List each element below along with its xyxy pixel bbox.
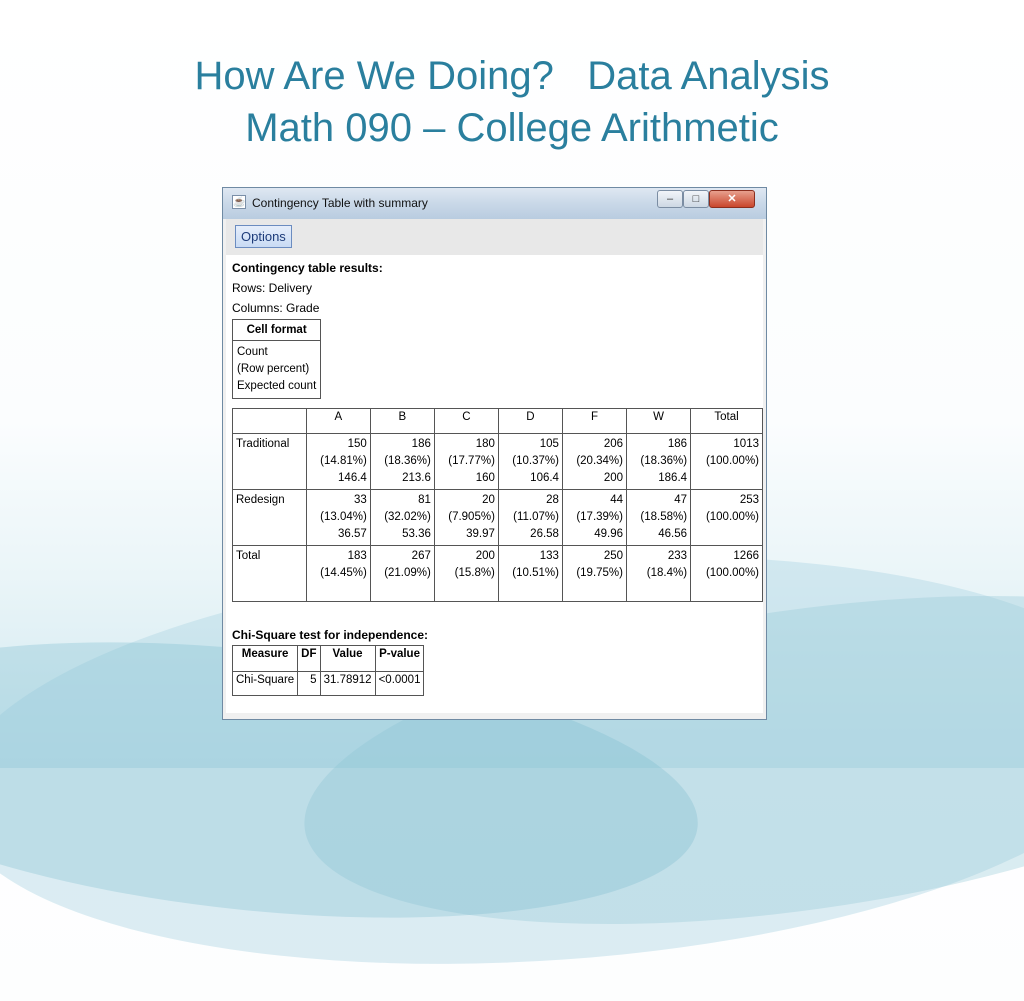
row-label: Traditional	[233, 434, 307, 490]
chi-square-table	[232, 645, 424, 696]
minimize-button[interactable]: –	[657, 190, 683, 208]
cell-exp: 200	[603, 472, 623, 484]
table-cell: 31.78912	[320, 672, 375, 696]
column-header: W	[627, 409, 691, 434]
cell-exp: 46.56	[658, 528, 688, 540]
cell-pct: (14.45%)	[320, 567, 367, 579]
cell-count: 180	[475, 438, 495, 450]
row-label: Total	[233, 546, 307, 602]
cell-format-header: Cell format	[233, 320, 321, 341]
table-cell	[306, 490, 370, 546]
cell-count: 1266	[733, 550, 759, 562]
column-header: P-value	[375, 646, 424, 672]
toolbar	[226, 219, 763, 255]
table-row	[233, 434, 763, 490]
cell-count: 200	[475, 550, 495, 562]
cell-format-lines	[233, 341, 321, 399]
column-header: D	[498, 409, 562, 434]
cell-pct: (100.00%)	[705, 455, 759, 467]
cell-pct: (14.81%)	[320, 455, 367, 467]
table-cell	[627, 434, 691, 490]
cell-exp	[438, 582, 495, 599]
contingency-table	[232, 408, 763, 602]
table-cell: Chi-Square	[233, 672, 298, 696]
slide-title	[0, 50, 1024, 154]
cell-exp: 49.96	[594, 528, 623, 540]
java-app-icon: ☕	[233, 197, 246, 208]
table-cell	[627, 546, 691, 602]
cell-exp: 26.58	[530, 528, 559, 540]
table-cell	[434, 434, 498, 490]
cell-pct: (15.8%)	[454, 567, 495, 579]
cell-count: 133	[539, 550, 559, 562]
cell-count: 233	[667, 550, 688, 562]
cell-pct: (10.37%)	[512, 455, 559, 467]
cell-exp	[630, 582, 687, 599]
cell-exp	[694, 526, 759, 543]
cell-exp: 186.4	[658, 472, 688, 484]
table-cell	[370, 546, 434, 602]
cell-count: 186	[667, 438, 688, 450]
table-cell	[306, 434, 370, 490]
table-cell	[562, 434, 626, 490]
table-cell	[691, 546, 763, 602]
maximize-button[interactable]: □	[683, 190, 709, 208]
column-header: Value	[320, 646, 375, 672]
column-header: Total	[691, 409, 763, 434]
cell-pct: (20.34%)	[576, 455, 623, 467]
cell-count: 206	[603, 438, 623, 450]
cell-count: 105	[539, 438, 559, 450]
cell-pct: (11.07%)	[513, 511, 559, 523]
column-header: B	[370, 409, 434, 434]
cell-exp: 36.57	[338, 528, 367, 540]
table-header-row	[233, 646, 424, 672]
table-cell	[627, 490, 691, 546]
cell-format-line: (Row percent)	[237, 363, 310, 375]
cell-count: 186	[411, 438, 431, 450]
table-row	[233, 546, 763, 602]
cell-count: 33	[354, 494, 367, 506]
cell-exp: 106.4	[530, 472, 559, 484]
cell-count: 47	[674, 494, 688, 506]
contingency-window	[222, 187, 767, 720]
cell-count: 81	[418, 494, 431, 506]
table-row	[233, 672, 424, 696]
table-cell	[562, 546, 626, 602]
table-cell: 5	[298, 672, 320, 696]
cell-pct: (18.36%)	[384, 455, 431, 467]
table-row	[233, 490, 763, 546]
cell-exp: 146.4	[338, 472, 367, 484]
cell-pct: (18.36%)	[640, 455, 688, 467]
cell-count: 253	[739, 494, 759, 506]
table-header-row	[233, 409, 763, 434]
columns-line: Columns: Grade	[232, 301, 320, 315]
table-cell	[691, 490, 763, 546]
cell-pct: (32.02%)	[384, 511, 431, 523]
results-heading: Contingency table results:	[232, 261, 383, 275]
table-cell	[691, 434, 763, 490]
table-cell	[370, 490, 434, 546]
cell-pct: (17.77%)	[448, 455, 495, 467]
table-cell	[434, 546, 498, 602]
cell-pct: (10.51%)	[512, 567, 559, 579]
cell-count: 1013	[733, 438, 759, 450]
chi-square-heading: Chi-Square test for independence:	[232, 628, 429, 642]
column-header: DF	[298, 646, 320, 672]
cell-pct: (21.09%)	[384, 567, 431, 579]
table-cell: <0.0001	[375, 672, 424, 696]
cell-count: 44	[610, 494, 623, 506]
table-cell	[370, 434, 434, 490]
column-header	[233, 409, 307, 434]
cell-format-table	[232, 319, 321, 399]
window-titlebar[interactable]	[223, 188, 766, 219]
cell-pct: (7.905%)	[448, 511, 495, 523]
cell-format-line: Count	[237, 346, 268, 358]
cell-pct: (18.58%)	[640, 511, 688, 523]
cell-count: 20	[482, 494, 495, 506]
table-cell	[434, 490, 498, 546]
slide-title-line-1: How Are We Doing? Data Analysis	[194, 54, 830, 98]
cell-pct: (13.04%)	[320, 511, 367, 523]
column-header: Measure	[233, 646, 298, 672]
cell-exp	[566, 582, 623, 599]
cell-pct: (17.39%)	[576, 511, 623, 523]
close-button[interactable]: ✕	[709, 190, 755, 208]
column-header: C	[434, 409, 498, 434]
cell-exp	[694, 470, 759, 487]
cell-exp: 39.97	[466, 528, 495, 540]
cell-count: 28	[546, 494, 559, 506]
options-button[interactable]: Options	[235, 225, 292, 248]
cell-count: 150	[347, 438, 367, 450]
cell-count: 250	[603, 550, 623, 562]
table-cell	[306, 546, 370, 602]
cell-pct: (100.00%)	[705, 511, 759, 523]
column-header: A	[306, 409, 370, 434]
table-cell	[562, 490, 626, 546]
column-header: F	[562, 409, 626, 434]
cell-exp: 160	[475, 472, 495, 484]
cell-exp	[502, 582, 559, 599]
row-label: Redesign	[233, 490, 307, 546]
cell-count: 183	[347, 550, 367, 562]
rows-line: Rows: Delivery	[232, 281, 313, 295]
table-cell	[498, 546, 562, 602]
slide-title-line-2: Math 090 – College Arithmetic	[245, 106, 779, 150]
table-cell	[498, 490, 562, 546]
cell-exp: 53.36	[402, 528, 431, 540]
cell-count: 267	[411, 550, 431, 562]
cell-pct: (19.75%)	[576, 567, 623, 579]
cell-exp: 213.6	[402, 472, 431, 484]
cell-pct: (18.4%)	[646, 567, 688, 579]
cell-exp	[694, 582, 759, 599]
table-cell	[498, 434, 562, 490]
cell-format-line: Expected count	[237, 380, 317, 392]
window-title: Contingency Table with summary	[252, 196, 428, 210]
cell-exp	[310, 582, 367, 599]
cell-exp	[374, 582, 431, 599]
results-panel	[226, 255, 763, 713]
cell-pct: (100.00%)	[705, 567, 759, 579]
